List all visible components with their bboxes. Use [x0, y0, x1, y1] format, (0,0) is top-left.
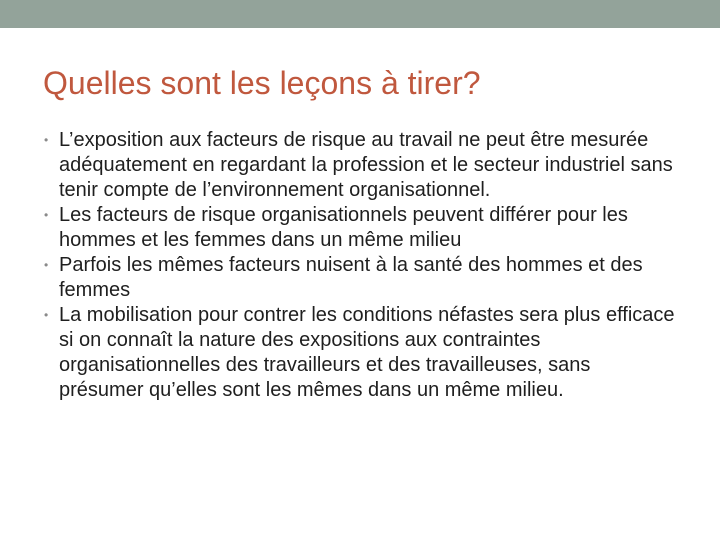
bullet-marker: • [44, 258, 49, 272]
bullet-text: Les facteurs de risque organisationnels peuvent différer pour les hommes et les femmes dans un même milieu [59, 204, 628, 251]
bullet-text: La mobilisation pour contrer les conditions néfastes sera plus efficace si on connaît la nature des expositions aux contraintes organisationnelles des travailleurs et des travailleuses, sans présumer qu’elles sont les mêmes dans un même milieu. [59, 304, 675, 401]
slide-title: Quelles sont les leçons à tirer? [43, 65, 481, 101]
bullet-marker: • [44, 133, 49, 147]
bullet-list [40, 128, 680, 403]
bullet-item [40, 253, 680, 303]
bullet-marker: • [44, 208, 49, 222]
header-bar [0, 0, 720, 28]
bullet-item [40, 128, 680, 203]
bullet-text: L’exposition aux facteurs de risque au travail ne peut être mesurée adéquatement en regardant la profession et le secteur industriel sans tenir compte de l’environnement organisationnel. [59, 129, 673, 201]
bullet-marker: • [44, 308, 49, 322]
bullet-item [40, 203, 680, 253]
bullet-text: Parfois les mêmes facteurs nuisent à la santé des hommes et des femmes [59, 254, 643, 301]
bullet-item [40, 303, 680, 403]
